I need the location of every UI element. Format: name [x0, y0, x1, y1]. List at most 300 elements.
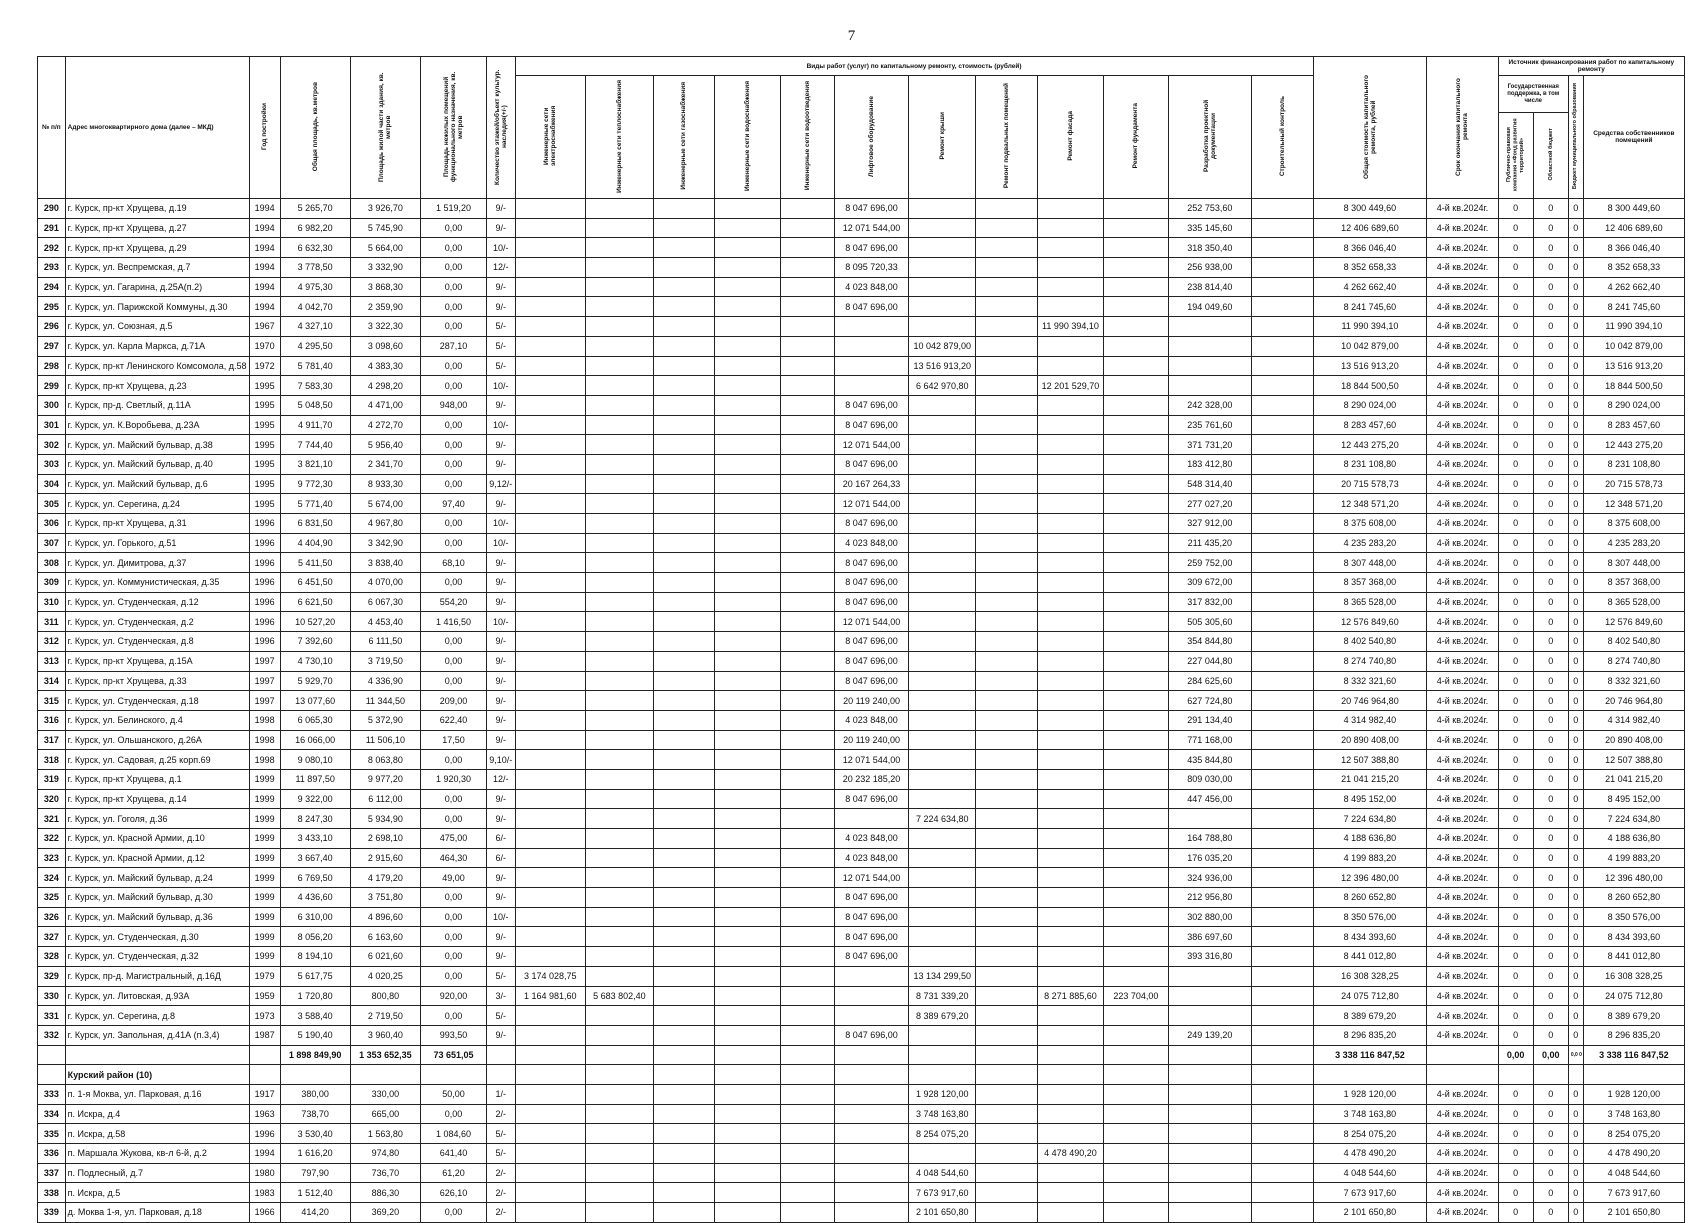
cell-living: 6 021,60	[350, 947, 420, 967]
cell-facade	[1037, 809, 1103, 829]
cell-basement	[976, 573, 1038, 593]
cell-nonres: 0,00	[420, 907, 486, 927]
table-row	[38, 592, 1685, 612]
cell-no: 324	[38, 868, 66, 888]
cell-floors: 5/-	[486, 356, 515, 376]
table-row	[38, 514, 1685, 534]
cell-floors: 10/-	[486, 514, 515, 534]
cell-nonres: 0,00	[420, 415, 486, 435]
cell-elec: 3 174 028,75	[515, 966, 585, 986]
cell-living: 1 563,80	[350, 1124, 420, 1144]
cell-heat	[585, 966, 653, 986]
cell-total: 797,90	[280, 1163, 350, 1183]
cell-addr: г. Курск, ул. Садовая, д.25 корп.69	[65, 750, 249, 770]
cell-facade	[1037, 218, 1103, 238]
cell-fund: 0	[1498, 199, 1533, 219]
cell-found	[1103, 789, 1168, 809]
district-empty-cell	[1313, 1065, 1427, 1085]
cell-cost: 8 441 012,80	[1313, 947, 1427, 967]
cell-roof	[909, 710, 976, 730]
cell-own: 8 350 576,00	[1583, 907, 1684, 927]
cell-nonres: 0,00	[420, 317, 486, 337]
cell-control	[1251, 277, 1313, 297]
cell-gas	[653, 730, 714, 750]
cell-living: 6 163,60	[350, 927, 420, 947]
cell-roof	[909, 238, 976, 258]
header-funding-group: Источник финансирования работ по капитальному ремонту	[1498, 57, 1684, 76]
cell-mun: 0	[1568, 277, 1583, 297]
cell-cost: 8 495 152,00	[1313, 789, 1427, 809]
cell-addr: г. Курск, ул. Парижской Коммуны, д.30	[65, 297, 249, 317]
cell-mun: 0	[1568, 750, 1583, 770]
cell-elec: 1 164 981,60	[515, 986, 585, 1006]
cell-fund: 0	[1498, 1203, 1533, 1223]
cell-year: 1996	[249, 1124, 280, 1144]
cell-no: 308	[38, 553, 66, 573]
cell-total: 5 411,50	[280, 553, 350, 573]
cell-gas	[653, 632, 714, 652]
cell-own: 12 406 689,60	[1583, 218, 1684, 238]
cell-found	[1103, 199, 1168, 219]
cell-lift: 4 023 848,00	[834, 277, 908, 297]
cell-addr: п. Подлесный, д.7	[65, 1163, 249, 1183]
cell-nonres: 0,00	[420, 927, 486, 947]
cell-own: 8 365 528,00	[1583, 592, 1684, 612]
cell-reg: 0	[1533, 927, 1568, 947]
cell-living: 4 020,25	[350, 966, 420, 986]
cell-mun: 0	[1568, 710, 1583, 730]
cell-year: 1999	[249, 809, 280, 829]
cell-design	[1168, 1104, 1251, 1124]
cell-lift: 12 071 544,00	[834, 494, 908, 514]
total-cell-nonres: 73 651,05	[420, 1045, 486, 1065]
cell-water	[714, 514, 780, 534]
cell-water	[714, 927, 780, 947]
cell-cost: 20 746 964,80	[1313, 691, 1427, 711]
cell-found	[1103, 435, 1168, 455]
table-row	[38, 277, 1685, 297]
cell-heat	[585, 573, 653, 593]
cell-fund: 0	[1498, 356, 1533, 376]
cell-total: 1 616,20	[280, 1144, 350, 1164]
cell-addr: г. Курск, пр-кт Хрущева, д.14	[65, 789, 249, 809]
cell-mun: 0	[1568, 415, 1583, 435]
cell-gas	[653, 1006, 714, 1026]
cell-facade	[1037, 1025, 1103, 1045]
cell-fund: 0	[1498, 888, 1533, 908]
cell-fund: 0	[1498, 258, 1533, 278]
cell-basement	[976, 612, 1038, 632]
cell-term: 4-й кв.2024г.	[1427, 1203, 1498, 1223]
cell-mun: 0	[1568, 632, 1583, 652]
cell-cost: 8 434 393,60	[1313, 927, 1427, 947]
cell-found	[1103, 947, 1168, 967]
cell-total: 6 451,50	[280, 573, 350, 593]
cell-term: 4-й кв.2024г.	[1427, 671, 1498, 691]
table-row	[38, 848, 1685, 868]
cell-nonres: 0,00	[420, 218, 486, 238]
cell-mun: 0	[1568, 494, 1583, 514]
district-empty-cell	[1168, 1065, 1251, 1085]
cell-found	[1103, 1006, 1168, 1026]
cell-facade	[1037, 494, 1103, 514]
cell-elec	[515, 592, 585, 612]
cell-mun: 0	[1568, 730, 1583, 750]
cell-elec	[515, 356, 585, 376]
cell-basement	[976, 218, 1038, 238]
cell-design: 238 814,40	[1168, 277, 1251, 297]
cell-mun: 0	[1568, 612, 1583, 632]
cell-addr: г. Курск, ул. Студенческая, д.12	[65, 592, 249, 612]
cell-control	[1251, 966, 1313, 986]
cell-term: 4-й кв.2024г.	[1427, 573, 1498, 593]
cell-elec	[515, 1124, 585, 1144]
cell-total: 5 048,50	[280, 395, 350, 415]
cell-elec	[515, 1144, 585, 1164]
cell-water	[714, 947, 780, 967]
cell-water	[714, 986, 780, 1006]
cell-floors: 9/-	[486, 809, 515, 829]
total-cell-addr	[65, 1045, 249, 1065]
cell-year: 1998	[249, 730, 280, 750]
cell-nonres: 0,00	[420, 435, 486, 455]
cell-cost: 11 990 394,10	[1313, 317, 1427, 337]
cell-control	[1251, 454, 1313, 474]
table-row	[38, 1006, 1685, 1026]
cell-floors: 10/-	[486, 238, 515, 258]
total-cell-mun: 0,0 0	[1568, 1045, 1583, 1065]
cell-roof	[909, 553, 976, 573]
table-row	[38, 218, 1685, 238]
cell-fund: 0	[1498, 927, 1533, 947]
cell-term: 4-й кв.2024г.	[1427, 789, 1498, 809]
cell-nonres: 0,00	[420, 297, 486, 317]
cell-basement	[976, 1025, 1038, 1045]
cell-basement	[976, 710, 1038, 730]
cell-basement	[976, 297, 1038, 317]
table-row	[38, 612, 1685, 632]
cell-year: 1996	[249, 514, 280, 534]
cell-floors: 9/-	[486, 947, 515, 967]
cell-floors: 9/-	[486, 888, 515, 908]
cell-sewer	[780, 651, 834, 671]
cell-total: 13 077,60	[280, 691, 350, 711]
cell-year: 1983	[249, 1183, 280, 1203]
cell-heat	[585, 218, 653, 238]
cell-year: 1999	[249, 868, 280, 888]
cell-fund: 0	[1498, 730, 1533, 750]
cell-roof	[909, 632, 976, 652]
table-row	[38, 1203, 1685, 1223]
cell-living: 8 933,30	[350, 474, 420, 494]
cell-own: 7 224 634,80	[1583, 809, 1684, 829]
district-empty-cell	[653, 1065, 714, 1085]
cell-floors: 9/-	[486, 730, 515, 750]
cell-own: 8 402 540,80	[1583, 632, 1684, 652]
cell-mun: 0	[1568, 336, 1583, 356]
cell-cost: 4 199 883,20	[1313, 848, 1427, 868]
cell-design: 212 956,80	[1168, 888, 1251, 908]
cell-lift	[834, 1084, 908, 1104]
cell-gas	[653, 1124, 714, 1144]
cell-fund: 0	[1498, 474, 1533, 494]
cell-found	[1103, 494, 1168, 514]
cell-year: 1994	[249, 218, 280, 238]
cell-basement	[976, 238, 1038, 258]
cell-control	[1251, 868, 1313, 888]
cell-mun: 0	[1568, 317, 1583, 337]
cell-own: 8 352 658,33	[1583, 258, 1684, 278]
cell-control	[1251, 1084, 1313, 1104]
cell-year: 1999	[249, 888, 280, 908]
cell-elec	[515, 671, 585, 691]
cell-addr: г. Курск, ул. Гоголя, д.36	[65, 809, 249, 829]
cell-control	[1251, 691, 1313, 711]
cell-no: 302	[38, 435, 66, 455]
cell-nonres: 464,30	[420, 848, 486, 868]
cell-roof	[909, 218, 976, 238]
cell-no: 296	[38, 317, 66, 337]
cell-year: 1998	[249, 710, 280, 730]
cell-mun: 0	[1568, 199, 1583, 219]
cell-roof: 10 042 879,00	[909, 336, 976, 356]
cell-facade	[1037, 868, 1103, 888]
cell-mun: 0	[1568, 651, 1583, 671]
cell-reg: 0	[1533, 1203, 1568, 1223]
cell-no: 310	[38, 592, 66, 612]
cell-living: 886,30	[350, 1183, 420, 1203]
cell-mun: 0	[1568, 1006, 1583, 1026]
cell-reg: 0	[1533, 651, 1568, 671]
cell-lift	[834, 966, 908, 986]
cell-reg: 0	[1533, 592, 1568, 612]
cell-mun: 0	[1568, 218, 1583, 238]
cell-lift: 8 047 696,00	[834, 199, 908, 219]
cell-control	[1251, 356, 1313, 376]
cell-water	[714, 258, 780, 278]
cell-nonres: 1 416,50	[420, 612, 486, 632]
cell-gas	[653, 356, 714, 376]
cell-roof	[909, 297, 976, 317]
header-state-support: Государственная поддержка, в том числе	[1498, 76, 1568, 113]
cell-cost: 8 366 046,40	[1313, 238, 1427, 258]
cell-term: 4-й кв.2024г.	[1427, 1124, 1498, 1144]
cell-fund: 0	[1498, 1144, 1533, 1164]
cell-facade	[1037, 769, 1103, 789]
cell-living: 2 359,90	[350, 297, 420, 317]
cell-basement	[976, 1124, 1038, 1144]
cell-living: 9 977,20	[350, 769, 420, 789]
cell-year: 1995	[249, 494, 280, 514]
cell-addr: г. Курск, ул. Гагарина, д.25А(п.2)	[65, 277, 249, 297]
cell-roof	[909, 888, 976, 908]
cell-found	[1103, 1124, 1168, 1144]
cell-total: 380,00	[280, 1084, 350, 1104]
cell-facade	[1037, 612, 1103, 632]
cell-own: 20 890 408,00	[1583, 730, 1684, 750]
cell-mun: 0	[1568, 789, 1583, 809]
cell-own: 8 283 457,60	[1583, 415, 1684, 435]
cell-water	[714, 888, 780, 908]
cell-heat	[585, 888, 653, 908]
cell-basement	[976, 789, 1038, 809]
cell-facade	[1037, 710, 1103, 730]
cell-facade	[1037, 888, 1103, 908]
cell-sewer	[780, 238, 834, 258]
cell-nonres: 0,00	[420, 789, 486, 809]
cell-living: 8 063,80	[350, 750, 420, 770]
cell-term: 4-й кв.2024г.	[1427, 710, 1498, 730]
cell-no: 321	[38, 809, 66, 829]
cell-no: 319	[38, 769, 66, 789]
cell-found	[1103, 1203, 1168, 1223]
cell-fund: 0	[1498, 907, 1533, 927]
table-row	[38, 888, 1685, 908]
cell-heat	[585, 1144, 653, 1164]
cell-roof	[909, 750, 976, 770]
cell-floors: 10/-	[486, 415, 515, 435]
cell-facade	[1037, 651, 1103, 671]
cell-addr: г. Курск, ул. Студенческая, д.8	[65, 632, 249, 652]
cell-cost: 24 075 712,80	[1313, 986, 1427, 1006]
total-cell-gas	[653, 1045, 714, 1065]
cell-fund: 0	[1498, 632, 1533, 652]
cell-addr: г. Курск, ул. Студенческая, д.30	[65, 927, 249, 947]
cell-floors: 9,12/-	[486, 474, 515, 494]
cell-reg: 0	[1533, 435, 1568, 455]
cell-fund: 0	[1498, 494, 1533, 514]
cell-floors: 5/-	[486, 1144, 515, 1164]
cell-water	[714, 395, 780, 415]
cell-no: 328	[38, 947, 66, 967]
cell-term: 4-й кв.2024г.	[1427, 1025, 1498, 1045]
cell-nonres: 0,00	[420, 809, 486, 829]
cell-lift	[834, 1163, 908, 1183]
cell-heat	[585, 336, 653, 356]
cell-nonres: 0,00	[420, 474, 486, 494]
cell-elec	[515, 730, 585, 750]
cell-found	[1103, 966, 1168, 986]
cell-heat	[585, 474, 653, 494]
table-row	[38, 494, 1685, 514]
cell-heat	[585, 612, 653, 632]
cell-heat	[585, 809, 653, 829]
cell-fund: 0	[1498, 612, 1533, 632]
cell-elec	[515, 415, 585, 435]
cell-own: 4 478 490,20	[1583, 1144, 1684, 1164]
district-empty-cell	[1103, 1065, 1168, 1085]
cell-floors: 9/-	[486, 553, 515, 573]
cell-total: 4 327,10	[280, 317, 350, 337]
cell-total: 7 392,60	[280, 632, 350, 652]
cell-cost: 8 274 740,80	[1313, 651, 1427, 671]
cell-lift: 8 095 720,33	[834, 258, 908, 278]
cell-term: 4-й кв.2024г.	[1427, 691, 1498, 711]
cell-no: 334	[38, 1104, 66, 1124]
cell-living: 3 960,40	[350, 1025, 420, 1045]
table-row	[38, 435, 1685, 455]
cell-year: 1996	[249, 533, 280, 553]
table-row	[38, 789, 1685, 809]
cell-heat	[585, 947, 653, 967]
cell-year: 1996	[249, 553, 280, 573]
cell-term: 4-й кв.2024г.	[1427, 1084, 1498, 1104]
cell-total: 3 588,40	[280, 1006, 350, 1026]
cell-term: 4-й кв.2024г.	[1427, 651, 1498, 671]
cell-gas	[653, 474, 714, 494]
cell-total: 5 265,70	[280, 199, 350, 219]
cell-elec	[515, 199, 585, 219]
cell-sewer	[780, 1144, 834, 1164]
cell-mun: 0	[1568, 868, 1583, 888]
cell-addr: г. Курск, ул. Майский бульвар, д.40	[65, 454, 249, 474]
cell-own: 12 396 480,00	[1583, 868, 1684, 888]
cell-control	[1251, 1124, 1313, 1144]
cell-addr: г. Курск, ул. Белинского, д.4	[65, 710, 249, 730]
cell-year: 1995	[249, 376, 280, 396]
cell-no: 297	[38, 336, 66, 356]
cell-fund: 0	[1498, 533, 1533, 553]
cell-lift: 8 047 696,00	[834, 789, 908, 809]
cell-reg: 0	[1533, 907, 1568, 927]
cell-gas	[653, 927, 714, 947]
district-empty-cell	[280, 1065, 350, 1085]
cell-own: 24 075 712,80	[1583, 986, 1684, 1006]
cell-found	[1103, 710, 1168, 730]
cell-no: 301	[38, 415, 66, 435]
total-cell-water	[714, 1045, 780, 1065]
cell-elec	[515, 829, 585, 849]
cell-no: 331	[38, 1006, 66, 1026]
cell-lift: 4 023 848,00	[834, 710, 908, 730]
cell-living: 3 838,40	[350, 553, 420, 573]
cell-addr: п. Искра, д.4	[65, 1104, 249, 1124]
cell-living: 800,80	[350, 986, 420, 1006]
cell-elec	[515, 514, 585, 534]
cell-water	[714, 1006, 780, 1026]
cell-design: 447 456,00	[1168, 789, 1251, 809]
cell-sewer	[780, 888, 834, 908]
cell-floors: 9,10/-	[486, 750, 515, 770]
cell-basement	[976, 514, 1038, 534]
cell-living: 4 453,40	[350, 612, 420, 632]
cell-total: 3 667,40	[280, 848, 350, 868]
cell-lift: 12 071 544,00	[834, 868, 908, 888]
cell-basement	[976, 356, 1038, 376]
cell-own: 8 307 448,00	[1583, 553, 1684, 573]
cell-addr: г. Курск, ул. Майский бульвар, д.30	[65, 888, 249, 908]
cell-living: 3 098,60	[350, 336, 420, 356]
cell-addr: г. Курск, ул. Студенческая, д.32	[65, 947, 249, 967]
cell-design	[1168, 356, 1251, 376]
cell-control	[1251, 514, 1313, 534]
cell-floors: 5/-	[486, 1124, 515, 1144]
cell-lift	[834, 1124, 908, 1144]
cell-mun: 0	[1568, 1084, 1583, 1104]
cell-water	[714, 199, 780, 219]
cell-no: 294	[38, 277, 66, 297]
cell-addr: г. Курск, ул. Студенческая, д.18	[65, 691, 249, 711]
cell-lift: 8 047 696,00	[834, 632, 908, 652]
cell-elec	[515, 789, 585, 809]
cell-elec	[515, 395, 585, 415]
cell-mun: 0	[1568, 671, 1583, 691]
cell-no: 304	[38, 474, 66, 494]
cell-heat	[585, 435, 653, 455]
cell-heat	[585, 907, 653, 927]
cell-lift	[834, 1104, 908, 1124]
cell-sewer	[780, 730, 834, 750]
